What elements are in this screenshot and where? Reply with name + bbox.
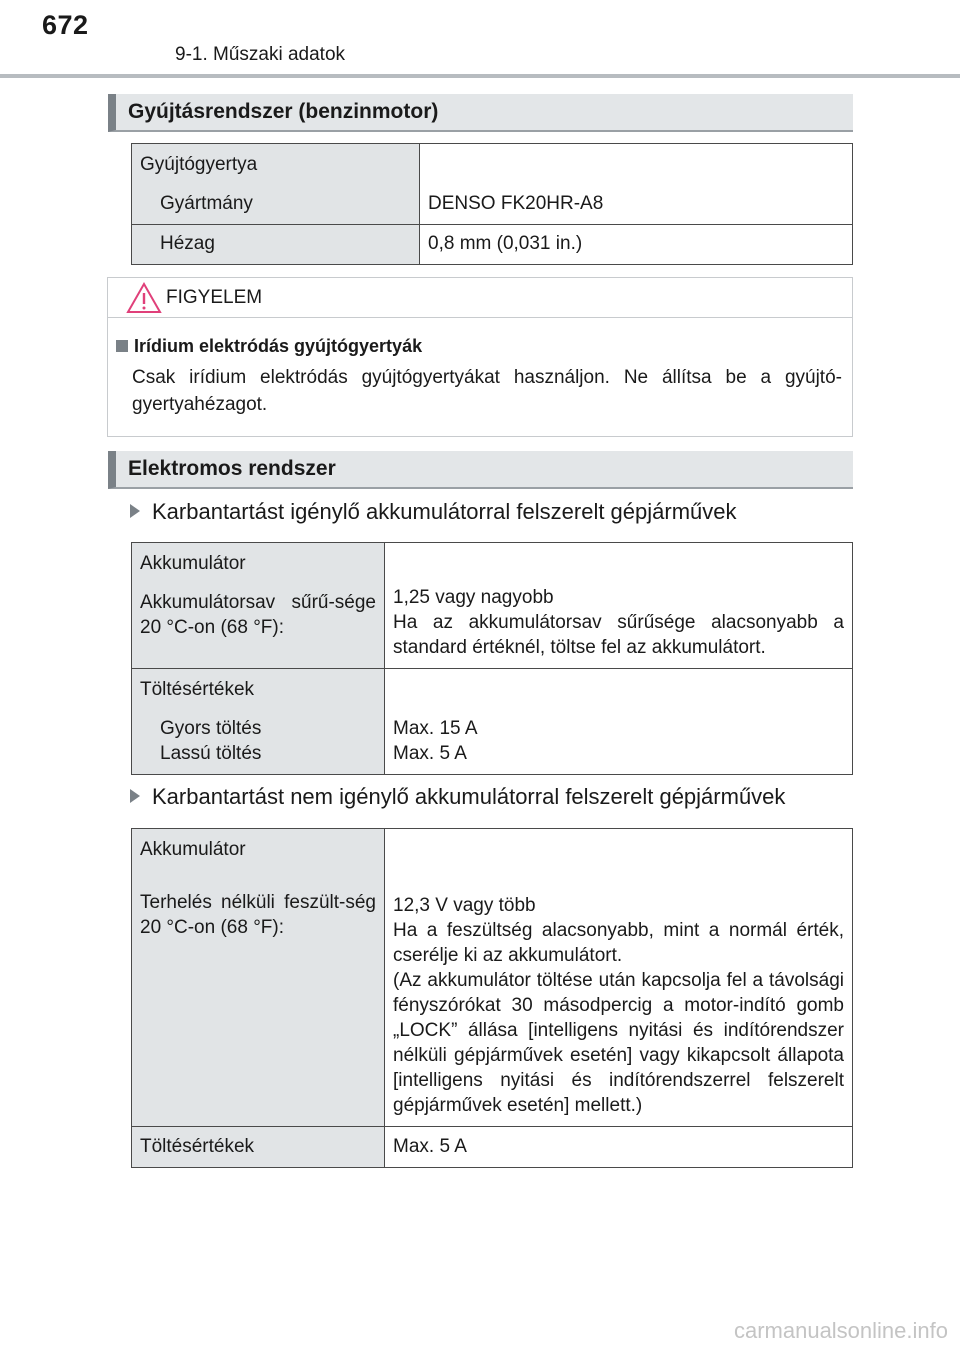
make-label: Gyártmány [160,193,253,214]
warning-box [107,277,853,437]
warning-title-text: Irídium elektródás gyújtógyertyák [134,336,423,356]
charge-label: Töltésértékek [132,1127,385,1168]
gap-label: Hézag [160,233,215,254]
triangle-bullet-icon [130,504,140,518]
bullet-square-icon [116,340,128,352]
subhead-maintenance-battery [130,499,737,525]
charge-label: Töltésértékek [140,679,255,700]
page-header [0,0,960,80]
spark-plug-group-label: Gyújtógyertya [140,154,258,175]
battery-label: Akkumulátor [140,839,246,860]
table-cell-label [132,669,385,775]
spark-plug-table [131,143,853,265]
slow-charge-label: Lassú töltés [160,743,262,764]
voltage-value-note: Ha a feszültség alacsonyabb, mint a normál érték, cserélje ki az akkumulátort. [393,920,844,966]
charge-value: Max. 5 A [385,1127,853,1168]
section-title: 9-1. Műszaki adatok [175,44,346,65]
subhead-text: Karbantartást nem igénylő akkumulátorral felszerelt gépjárművek [152,784,786,809]
section-heading-electrical: Elektromos rendszer [108,451,853,489]
table-cell-label [132,543,385,669]
make-value: DENSO FK20HR-A8 [420,144,853,225]
voltage-value [385,829,853,1127]
table-row [132,543,853,669]
charge-values [385,669,853,775]
slow-charge-value: Max. 5 A [393,743,467,764]
page-number: 672 [42,10,89,40]
battery-table-maintenance [131,542,853,775]
density-label: Akkumulátorsav sűrű-sége 20 °C-on (68 °F): [140,592,376,638]
density-value [385,543,853,669]
warning-triangle-icon [126,282,162,314]
triangle-bullet-icon [130,789,140,803]
table-row [132,144,853,225]
voltage-label: Terhelés nélküli feszült-ség 20 °C-on (68 °F): [140,892,376,938]
subhead-maintenance-free-battery [130,784,785,810]
warning-label: FIGYELEM [166,287,263,308]
density-value-note: Ha az akkumulátorsav sűrűsége alacsonyabb a standard értéknél, töltse fel az akkumulátort. [393,612,844,658]
subhead-text: Karbantartást igénylő akkumulátorral felszerelt gépjárművek [152,499,737,524]
table-cell-label [132,225,420,265]
voltage-value-line: 12,3 V vagy több [393,895,536,916]
table-row [132,225,853,265]
fast-charge-value: Max. 15 A [393,718,478,739]
battery-table-maintenance-free [131,828,853,1168]
section-heading-ignition: Gyújtásrendszer (benzinmotor) [108,94,853,132]
gap-value: 0,8 mm (0,031 in.) [420,225,853,265]
battery-label: Akkumulátor [140,553,246,574]
warning-title [116,336,422,357]
table-cell-label [132,829,385,1127]
table-row [132,829,853,1127]
table-row [132,1127,853,1168]
watermark: carmanualsonline.info [733,1318,948,1343]
warning-header [108,278,852,318]
density-value-line: 1,25 vagy nagyobb [393,587,554,608]
fast-charge-label: Gyors töltés [160,718,262,739]
header-divider [0,74,960,78]
table-cell-label [132,144,420,225]
voltage-value-instruction: (Az akkumulátor töltése után kapcsolja fel a távolsági fényszórókat 30 másodpercig a motor-indító gomb „LOCK” állása [intelligens nyitási és indítórendszer nélküli gépjárművek esetén] vagy kikapcsolt állapota [intelligens nyitási és indítórendszerrel felszerelt gépjárművek esetén] mellett.) [393,970,844,1116]
table-row [132,669,853,775]
warning-text: Csak irídium elektródás gyújtógyertyákat használjon. Ne állítsa be a gyújtó-gyertyahézagot. [132,367,842,415]
